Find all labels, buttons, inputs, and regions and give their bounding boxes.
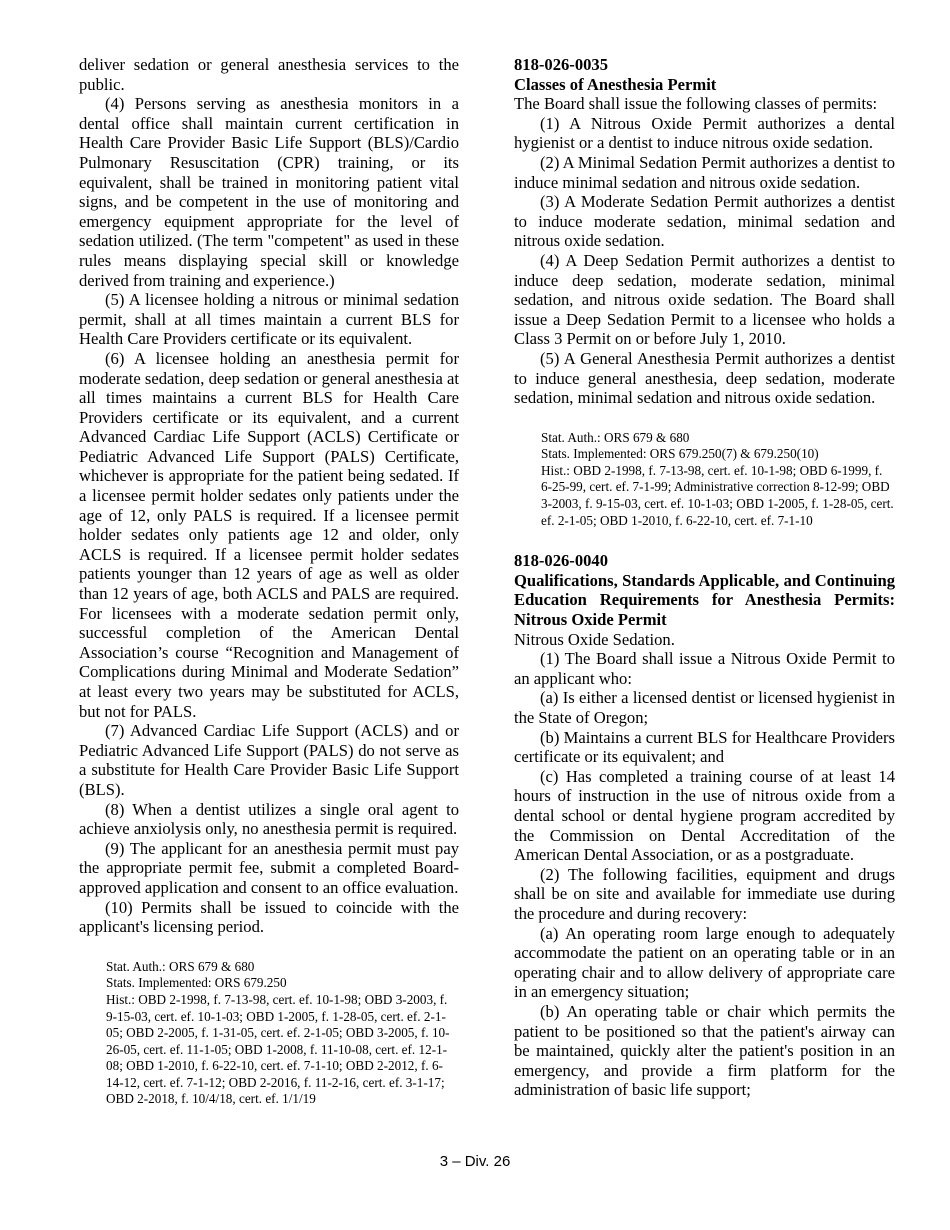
stats-implemented: Stats. Implemented: ORS 679.250 xyxy=(106,975,287,991)
body-paragraph: (4) A Deep Sedation Permit authorizes a dentist to induce deep sedation, moderate sedation, minimal sedation, and nitrous oxide sedation. The Board shall issue a Deep Sedation Permit to a licensee who holds a Class 3 Permit on or before July 1, 2010. xyxy=(514,250,895,349)
history-text: Hist.: OBD 2-1998, f. 7-13-98, cert. ef. 10-1-98; OBD 6-1999, f. 6-25-99, cert. ef. 7-1-99; Administrative correction 8-12-99; OBD 3-2003, f. 9-15-03, cert. ef. 10-1-03; OBD 1-2005, f. 1-28-05, cert. ef. 2-1-05; OBD 1-2010, f. 6-22-10, cert. ef. 7-1-10 xyxy=(541,462,894,528)
rule-title: Qualifications, Standards Applicable, and Continuing Education Requirements for Anesthesia Permits: Nitrous Oxide Permit xyxy=(514,570,895,630)
history-note xyxy=(79,959,459,1108)
body-paragraph: (1) A Nitrous Oxide Permit authorizes a dental hygienist or a dentist to induce nitrous oxide sedation. xyxy=(514,113,895,153)
body-paragraph: (10) Permits shall be issued to coincide with the applicant's licensing period. xyxy=(79,897,459,937)
body-paragraph: deliver sedation or general anesthesia services to the public. xyxy=(79,55,459,94)
rule-number: 818-026-0040 xyxy=(514,551,609,571)
rule-title: Classes of Anesthesia Permit xyxy=(514,74,717,94)
body-paragraph: (2) A Minimal Sedation Permit authorizes a dentist to induce minimal sedation and nitrous oxide sedation. xyxy=(514,152,895,192)
right-column xyxy=(514,55,895,1100)
stat-auth: Stat. Auth.: ORS 679 & 680 xyxy=(541,429,690,445)
body-paragraph: (b) An operating table or chair which permits the patient to be positioned so that the patient's airway can be maintained, quickly alter the patient's position in an emergency, and provide a firm platform for the administration of basic life support; xyxy=(514,1001,895,1100)
body-paragraph: (a) Is either a licensed dentist or licensed hygienist in the State of Oregon; xyxy=(514,688,895,727)
body-paragraph: (8) When a dentist utilizes a single oral agent to achieve anxiolysis only, no anesthesia permit is required. xyxy=(79,799,459,839)
stat-auth: Stat. Auth.: ORS 679 & 680 xyxy=(106,958,255,974)
page-footer: 3 – Div. 26 xyxy=(439,1153,511,1170)
left-column xyxy=(79,55,459,1108)
body-paragraph: (4) Persons serving as anesthesia monitors in a dental office shall maintain current certification in Health Care Provider Basic Life Support (BLS)/Cardio Pulmonary Resuscitation (CPR) training, or its equivalent, shall be trained in monitoring patient vital signs, and be competent in the use of monitoring and emergency equipment appropriate for the level of sedation utilized. (The term "competent" as used in these rules means displaying special skill or knowledge derived from training and experience.) xyxy=(79,94,459,290)
body-paragraph: (b) Maintains a current BLS for Healthcare Providers certificate or its equivalent; and xyxy=(514,727,895,767)
history-note xyxy=(514,430,895,530)
body-paragraph: (5) A General Anesthesia Permit authorizes a dentist to induce general anesthesia, deep sedation, moderate sedation, minimal sedation and nitrous oxide sedation. xyxy=(514,348,895,408)
body-paragraph: (7) Advanced Cardiac Life Support (ACLS) and or Pediatric Advanced Life Support (PALS) do not serve as a substitute for Health Care Provider Basic Life Support (BLS). xyxy=(79,721,459,799)
rule-number: 818-026-0035 xyxy=(514,55,609,74)
body-paragraph: (5) A licensee holding a nitrous or minimal sedation permit, shall at all times maintain a current BLS for Health Care Providers certificate or its equivalent. xyxy=(79,290,459,349)
stats-implemented: Stats. Implemented: ORS 679.250(7) & 679.250(10) xyxy=(541,446,819,462)
body-paragraph: (6) A licensee holding an anesthesia permit for moderate sedation, deep sedation or general anesthesia at all times maintains a current BLS for Health Care Providers certificate or its equivalent, and a current Advanced Cardiac Life Support (ACLS) Certificate or Pediatric Advanced Life Support (PALS) Certificate, whichever is appropriate for the patient being sedated. If a licensee permit holder sedates only patients under the age of 12, only PALS is required. If a licensee permit holder sedates only patients age 12 and older, only ACLS is required. If a licensee permit holder sedates patients younger than 12 years of age as well as older than 12 years of age, both ACLS and PALS are required. For licensees with a moderate sedation permit only, successful completion of the American Dental Association’s course “Recognition and Management of Complications during Minimal and Moderate Sedation” at least every two years may be substituted for ACLS, but not for PALS. xyxy=(79,348,459,721)
body-paragraph: (3) A Moderate Sedation Permit authorizes a dentist to induce moderate sedation, minimal sedation and nitrous oxide sedation. xyxy=(514,192,895,251)
body-paragraph: (c) Has completed a training course of at least 14 hours of instruction in the use of nitrous oxide from a dental school or dental hygiene program accredited by the Commission on Dental Accreditation of the American Dental Association, or as a postgraduate. xyxy=(514,766,895,865)
rule-intro: Nitrous Oxide Sedation. xyxy=(514,629,675,649)
body-paragraph: (1) The Board shall issue a Nitrous Oxide Permit to an applicant who: xyxy=(514,649,895,688)
body-paragraph: (2) The following facilities, equipment and drugs shall be on site and available for immediate use during the procedure and during recovery: xyxy=(514,864,895,923)
body-paragraph: (a) An operating room large enough to adequately accommodate the patient on an operating table or in an operating chair and to allow delivery of appropriate care in an emergency situation; xyxy=(514,923,895,1002)
rule-intro: The Board shall issue the following classes of permits: xyxy=(514,94,878,114)
history-text: Hist.: OBD 2-1998, f. 7-13-98, cert. ef. 10-1-98; OBD 3-2003, f. 9-15-03, cert. ef. 10-1-03; OBD 1-2005, f. 1-28-05, cert. ef. 2-1-05; OBD 2-2005, f. 1-31-05, cert. ef. 2-1-05; OBD 3-2005, f. 10-26-05, cert. ef. 11-1-05; OBD 1-2008, f. 11-10-08, cert. ef. 12-1-08; OBD 1-2010, f. 6-22-10, cert. ef. 7-1-10; OBD 2-2012, f. 6-14-12, cert. ef. 7-1-12; OBD 2-2016, f. 11-2-16, cert. ef. 3-1-17; OBD 2-2018, f. 10/4/18, cert. ef. 1/1/19 xyxy=(106,991,450,1107)
body-paragraph: (9) The applicant for an anesthesia permit must pay the appropriate permit fee, submit a completed Board-approved application and consent to an office evaluation. xyxy=(79,838,459,897)
